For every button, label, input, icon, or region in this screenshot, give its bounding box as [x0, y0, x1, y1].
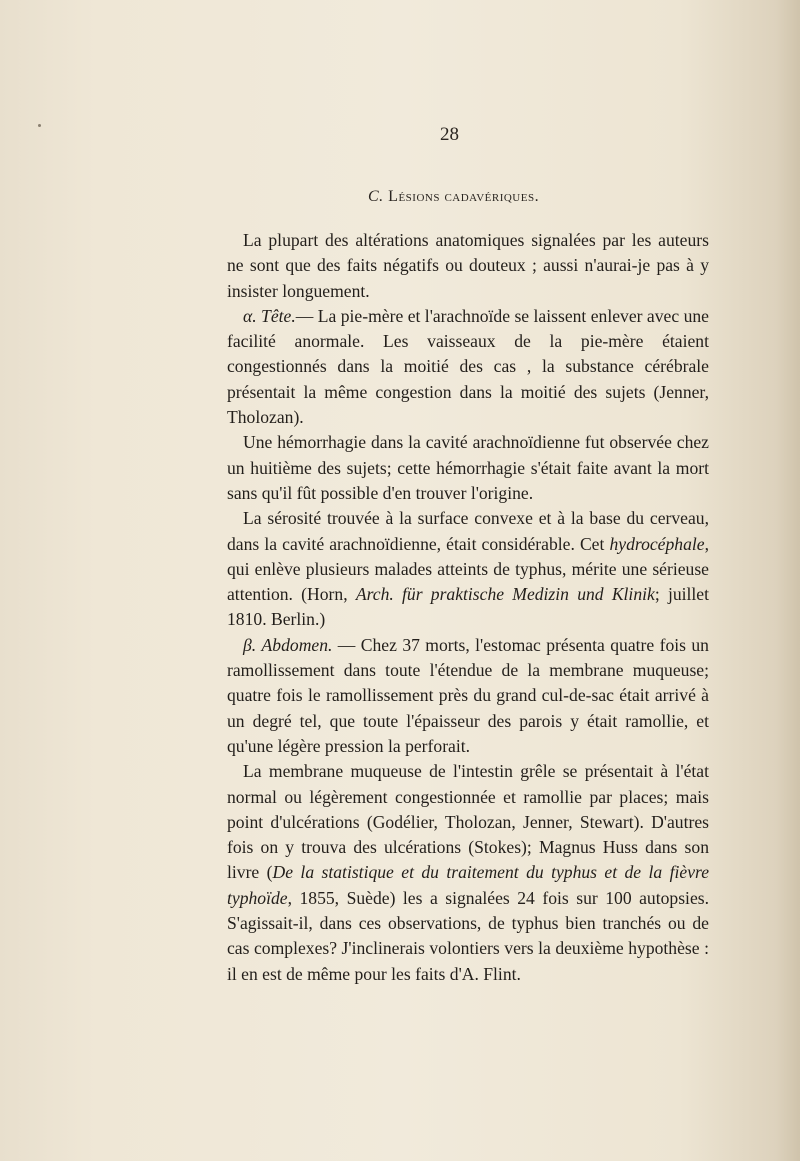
body-text — [227, 228, 709, 987]
serosite-text-a: La sérosité trouvée à la surface convexe et à la base du cerveau, dans la cavité arachnoïdienne, était considérable. Cet — [227, 508, 709, 554]
section-letter: C. — [368, 188, 384, 205]
intestin-text-a: La membrane muqueuse de l'intestin grêle se présentait à l'état normal ou légèrement congestionnée et ramollie par places; mais point d'ulcérations (Godélier, Tholozan, Jenner, Stewart). D'autres fois on y trouva des ulcérations (Stokes); Magnus Huss dans son livre ( — [227, 761, 709, 883]
paragraph-tete — [227, 304, 709, 430]
paragraph-abdomen — [227, 633, 709, 759]
abdomen-label: β. Abdomen. — [243, 634, 333, 655]
serosite-text-b: , qui enlève plusieurs malades atteints de typhus, mérite une sérieuse attention. (Horn, — [227, 533, 709, 605]
paragraph-serosite — [227, 506, 709, 632]
serosite-text-c: ; juillet 1810. Berlin.) — [227, 584, 709, 630]
hemorrhagie-text: Une hémorrhagie dans la cavité arachnoïdienne fut observée chez un huitième des sujets; cette hémorrhagie s'était faite avant la mort sans qu'il fût possible d'en trouver l'origine. — [227, 432, 709, 503]
intestin-text-b: , 1855, Suède) les a signalées 24 fois sur 100 autopsies. S'agissait-il, dans ces observations, de typhus bien tranchés ou de cas complexes? J'inclinerais volontiers vers la deuxième hypothèse : il en est de même pour les faits d'A. Flint. — [227, 887, 709, 984]
horn-reference: Arch. für praktische Medizin und Klinik — [355, 584, 655, 605]
section-title: Lésions cadavériques. — [388, 188, 540, 205]
section-heading — [368, 188, 539, 206]
tete-text: — La pie-mère et l'arachnoïde se laissent enlever avec une facilité anormale. Les vaisseaux de la pie-mère étaient congestionnés dans la moitié des cas , la substance cérébrale présentait la même congestion dans la moitié des sujets (Jenner, Tholozan). — [227, 305, 709, 428]
abdomen-text: — Chez 37 morts, l'estomac présenta quatre fois un ramollissement dans toute l'étendue de la membrane muqueuse; quatre fois le ramollissement près du grand cul-de-sac était arrivé à un degré tel, que toute l'épaisseur des parois y était ramollie, et qu'une légère pression la perforait. — [227, 634, 709, 756]
paragraph-intro-text: La plupart des altérations anatomiques signalées par les auteurs ne sont que des faits négatifs ou douteux ; aussi n'aurai-je pas à y insister longuement. — [227, 230, 709, 301]
huss-reference: De la statistique et du traitement du typhus et de la fièvre typhoïde — [227, 862, 710, 908]
paper-speck — [38, 124, 41, 127]
tete-label: α. Tête. — [243, 305, 296, 326]
paragraph-hemorrhagie — [227, 430, 709, 506]
page-number: 28 — [440, 124, 459, 145]
hydrocephale-term: hydrocéphale — [609, 533, 705, 554]
paragraph-intro — [227, 228, 709, 304]
paragraph-intestin — [227, 759, 709, 987]
